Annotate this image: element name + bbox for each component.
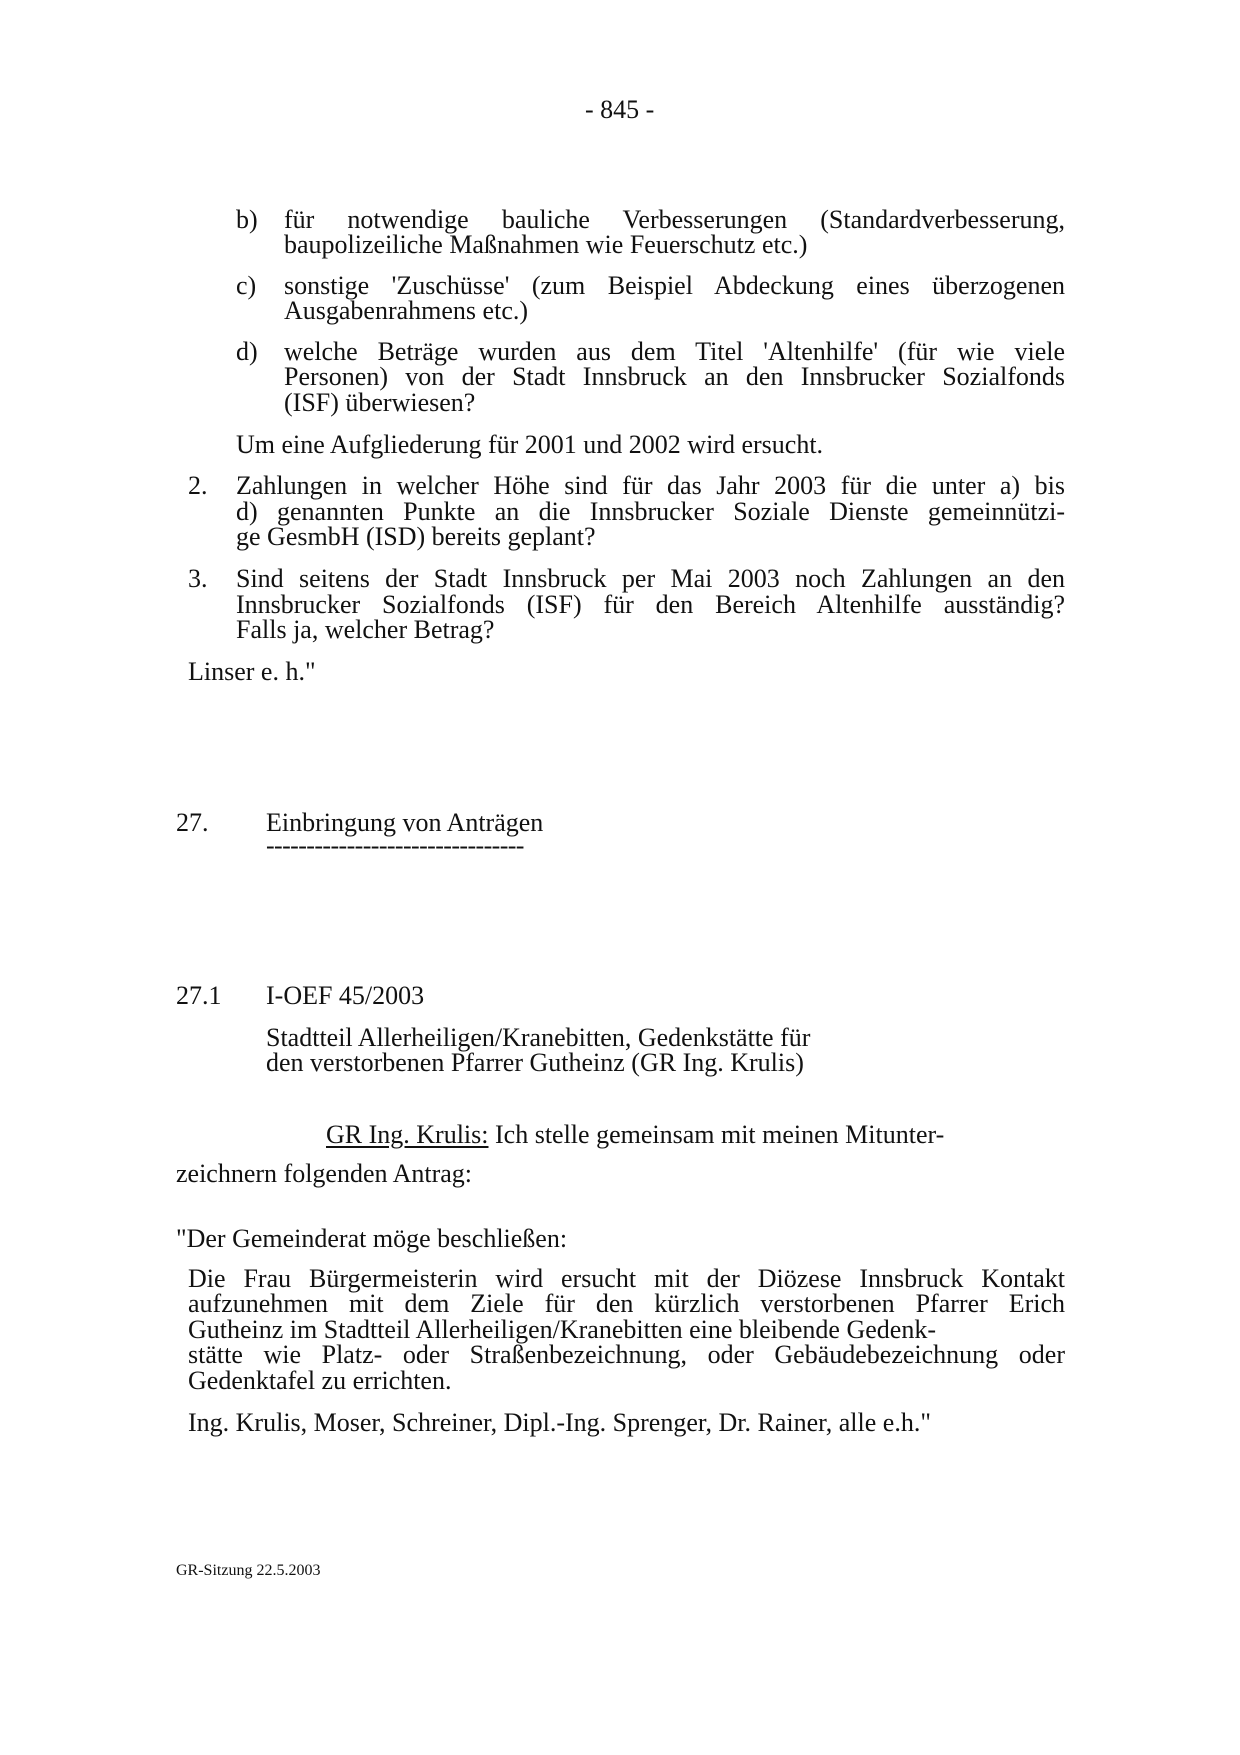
motion-line-1: Die Frau Bürgermeisterin wird ersucht mit der Diözese Innsbruck Kontakt [188, 1264, 1065, 1293]
list-item-d-line-2: Personen) von der Stadt Innsbruck an den Innsbrucker Sozialfonds [284, 362, 1065, 391]
speaker-name: GR Ing. Krulis: [326, 1120, 489, 1149]
motion-intro: "Der Gemeinderat möge beschließen: [176, 1224, 568, 1253]
motion-signatories: Ing. Krulis, Moser, Schreiner, Dipl.-Ing. Sprenger, Dr. Rainer, alle e.h." [188, 1408, 931, 1437]
question-3-line-1: Sind seitens der Stadt Innsbruck per Mai 2003 noch Zahlungen an den [236, 564, 1065, 593]
section-27-number: 27. [176, 808, 209, 837]
signature-linser: Linser e. h." [188, 657, 316, 686]
section-27-1-subject-line-2: den verstorbenen Pfarrer Gutheinz (GR Ing. Krulis) [266, 1048, 804, 1077]
motion-line-4: stätte wie Platz- oder Straßenbezeichnung, oder Gebäudebezeichnung oder [188, 1340, 1065, 1369]
section-27-1-number: 27.1 [176, 981, 222, 1010]
section-27-title: Einbringung von Anträgen [266, 808, 544, 837]
section-27-underline: -------------------------------- [266, 831, 524, 860]
list-item-c-line-1: sonstige 'Zuschüsse' (zum Beispiel Abdeckung eines überzogenen [284, 271, 1065, 300]
motion-line-3: Gutheinz im Stadtteil Allerheiligen/Kranebitten eine bleibende Gedenk- [188, 1315, 936, 1344]
page-number: - 845 - [585, 95, 655, 124]
speech-line-1 [326, 1122, 944, 1148]
list-marker-c: c) [236, 271, 257, 300]
motion-line-2: aufzunehmen mit dem Ziele für den kürzlich verstorbenen Pfarrer Erich [188, 1289, 1065, 1318]
list-marker-d: d) [236, 337, 258, 366]
motion-line-5: Gedenktafel zu errichten. [188, 1366, 452, 1395]
question-3-line-2: Innsbrucker Sozialfonds (ISF) für den Bereich Altenhilfe ausständig? [236, 590, 1065, 619]
section-27-1-subject-line-1: Stadtteil Allerheiligen/Kranebitten, Gedenkstätte für [266, 1023, 811, 1052]
list-item-b-line-1: für notwendige bauliche Verbesserungen (Standardverbesserung, [284, 205, 1065, 234]
question-2-marker: 2. [188, 471, 208, 500]
speech-line-2: zeichnern folgenden Antrag: [176, 1159, 472, 1188]
list-item-d-line-1: welche Beträge wurden aus dem Titel 'Altenhilfe' (für wie viele [284, 337, 1065, 366]
question-3-marker: 3. [188, 564, 208, 593]
footer-session: GR-Sitzung 22.5.2003 [176, 1562, 321, 1579]
question-2-line-1: Zahlungen in welcher Höhe sind für das Jahr 2003 für die unter a) bis [236, 471, 1065, 500]
question-3-line-3: Falls ja, welcher Betrag? [236, 615, 495, 644]
speech-text: Ich stelle gemeinsam mit meinen Mitunter- [488, 1120, 945, 1149]
question-2-line-3: ge GesmbH (ISD) bereits geplant? [236, 522, 596, 551]
list-item-d-line-3: (ISF) überwiesen? [284, 388, 476, 417]
question-2-line-2: d) genannten Punkte an die Innsbrucker Soziale Dienste gemeinnützi- [236, 497, 1065, 526]
list-marker-b: b) [236, 205, 258, 234]
section-27-1-reference: I-OEF 45/2003 [266, 981, 425, 1010]
breakdown-request: Um eine Aufgliederung für 2001 und 2002 wird ersucht. [236, 430, 824, 459]
list-item-b-line-2: baupolizeiliche Maßnahmen wie Feuerschutz etc.) [284, 230, 808, 259]
list-item-c-line-2: Ausgabenrahmens etc.) [284, 296, 529, 325]
